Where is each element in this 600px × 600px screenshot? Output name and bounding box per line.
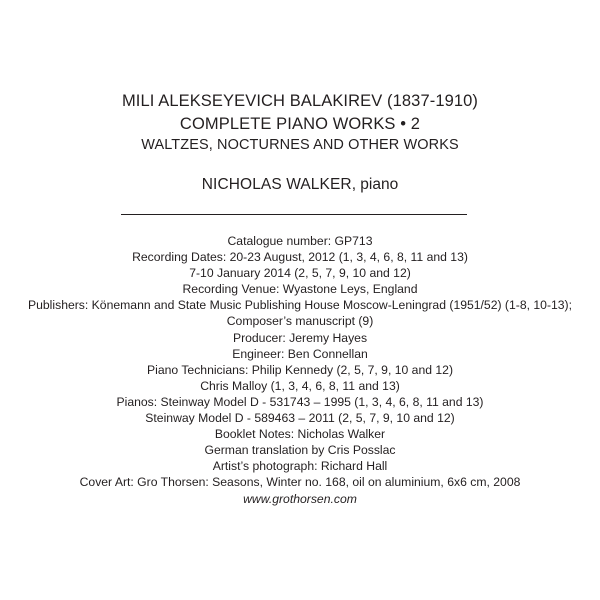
credit-pianos-2: Steinway Model D - 589463 – 2011 (2, 5, 7, 9, 10 and 12) (145, 411, 455, 426)
credit-pianos: Pianos: Steinway Model D - 531743 – 1995 (1, 3, 4, 6, 8, 11 and 13) (116, 394, 484, 409)
credit-booklet-notes: Booklet Notes: Nicholas Walker (214, 427, 386, 442)
website-link[interactable]: www.grothorsen.com (243, 491, 357, 506)
performer-name: NICHOLAS WALKER (201, 176, 352, 193)
credit-piano-technicians-2: Chris Malloy (1, 3, 4, 6, 8, 11 and 13) (200, 378, 400, 393)
credit-recording-venue: Recording Venue: Wyastone Leys, England (182, 282, 418, 297)
credit-publishers-2: Composer’s manuscript (9) (226, 314, 374, 329)
credit-publishers: Publishers: Könemann and State Music Publishing House Moscow-Leningrad (1951/52) (1-8, 10-13); (28, 298, 572, 313)
series-title: COMPLETE PIANO WORKS • 2 (179, 115, 421, 133)
credit-catalogue-number: Catalogue number: GP713 (227, 234, 373, 248)
divider-line (121, 214, 467, 215)
credit-recording-dates-2: 7-10 January 2014 (2, 5, 7, 9, 10 and 12) (189, 266, 411, 281)
album-subtitle: WALTZES, NOCTURNES AND OTHER WORKS (141, 137, 459, 153)
credit-cover-art: Cover Art: Gro Thorsen: Seasons, Winter no. 168, oil on aluminium, 6x6 cm, 2008 (79, 475, 521, 490)
credit-german-translation: German translation by Cris Posslac (204, 443, 396, 458)
credit-piano-technicians: Piano Technicians: Philip Kennedy (2, 5, 7, 9, 10 and 12) (146, 362, 454, 377)
composer-title: MILI ALEKSEYEVICH BALAKIREV (1837-1910) (121, 92, 479, 110)
credits-list (0, 233, 600, 507)
performer-line (0, 176, 600, 194)
credit-artist-photograph: Artist’s photograph: Richard Hall (212, 459, 388, 474)
credit-engineer: Engineer: Ben Connellan (232, 346, 368, 361)
performer-instrument: , piano (351, 176, 399, 193)
credit-producer: Producer: Jeremy Hayes (232, 330, 368, 345)
credit-recording-dates: Recording Dates: 20-23 August, 2012 (1, 3, 4, 6, 8, 11 and 13) (132, 250, 468, 265)
